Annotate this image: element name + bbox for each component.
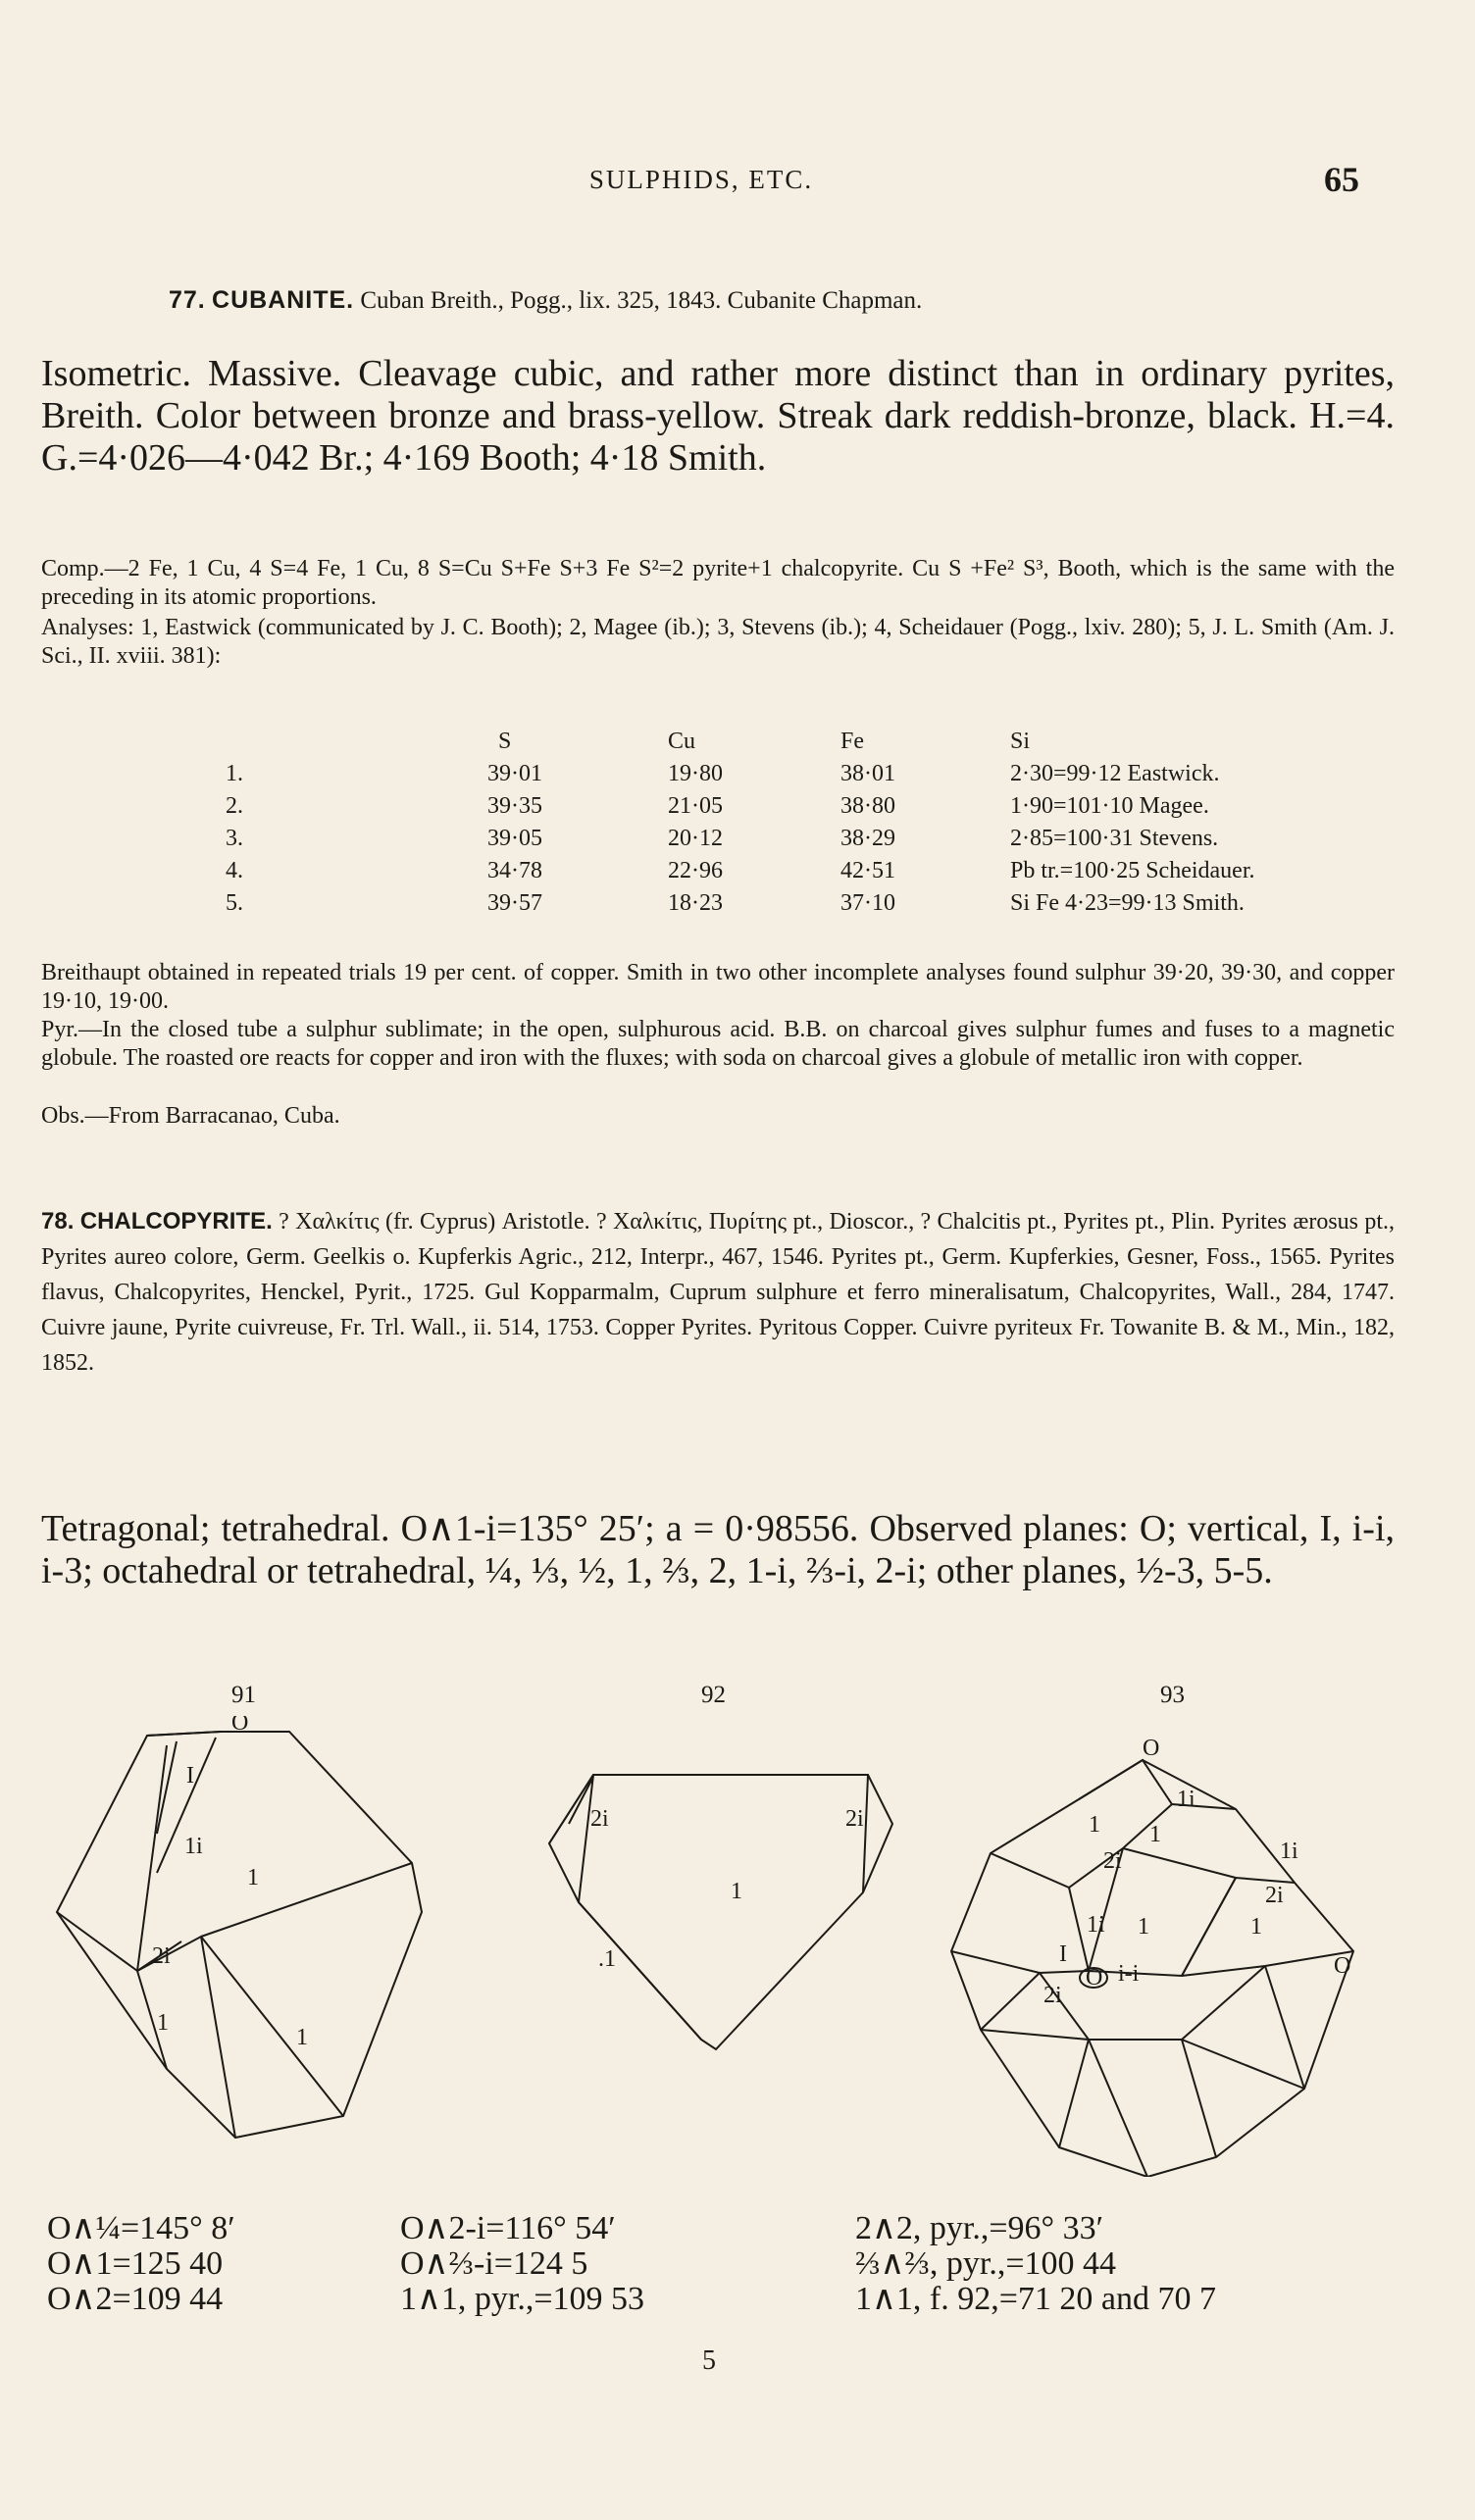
fig93-label: 1 (1250, 1914, 1262, 1940)
fig93-label: 1 (1138, 1914, 1149, 1940)
chalcopyrite-name: CHALCOPYRITE. (79, 1208, 273, 1235)
fig93-label: 2i (1103, 1848, 1122, 1874)
figure-91-crystal (39, 1716, 432, 2147)
header-cell (226, 726, 365, 758)
fig93-label: 1 (1149, 1822, 1161, 1847)
fig93-label: 1 (1089, 1812, 1100, 1838)
table-cell: 37·10 (840, 889, 895, 916)
table-cell: 34·78 (487, 857, 542, 883)
header-cell: S (498, 728, 512, 754)
figure-92-number: 92 (701, 1682, 726, 1708)
fig93-label: O (1334, 1953, 1351, 1979)
chalcopyrite-synonymy: ? Χαλκίτις (fr. Cyprus) Aristotle. ? Χαλκίτις, Πυρίτης pt., Dioscor., ? Chalcitis pt., Pyrites pt., Plin. Pyrites ærosus pt., Pyrites aureo colore, Germ. Geelkis o. Kupferkis Agric., 212, Interpr., 467, 1546. Pyrites pt., Germ. Kupferkies, Gesner, Foss., 1565. Pyrites flavus, Chalcopyrites, Henckel, Pyrit., 1725. Gul Kopparmalm, Cuprum sulphure et ferro mineralisatum, Chalcopyrites, Wall., 284, 1747. Cuivre jaune, Pyrite cuivreuse, Fr. Trl. Wall., ii. 514, 1753. Copper Pyrites. Pyritous Copper. Cuivre pyriteux Fr. Towanite B. & M., Min., 182, 1852. (41, 1209, 1396, 1376)
angle-value: O∧1=125 40 (47, 2245, 224, 2282)
fig91-label: O (231, 1716, 249, 1736)
fig93-label: i-i (1118, 1961, 1140, 1987)
table-cell: 2·30=99·12 Eastwick. (1010, 760, 1220, 786)
cubanite-name: CUBANITE. (212, 286, 355, 314)
analyses-header-row (226, 726, 1255, 758)
table-cell: 38·01 (840, 760, 895, 786)
table-cell: 38·80 (840, 792, 895, 819)
table-cell: 39·01 (487, 760, 542, 786)
angle-value: ⅔∧⅔, pyr.,=100 44 (855, 2245, 1117, 2282)
header-cell: Cu (668, 728, 696, 754)
fig92-label: 2i (590, 1806, 609, 1832)
page-number: 65 (1324, 160, 1359, 199)
header-cell: Si (1010, 728, 1031, 754)
angle-value: O∧2-i=116° 54′ (400, 2210, 616, 2246)
fig91-label: 1 (296, 2025, 308, 2050)
table-cell: 2·85=100·31 Stevens. (1010, 825, 1219, 851)
table-cell: 1. (226, 760, 243, 786)
figure-93-crystal (941, 1716, 1373, 2177)
fig91-label: 1i (184, 1834, 203, 1859)
figure-92-crystal (539, 1716, 912, 2147)
table-cell: 4. (226, 857, 243, 883)
fig91-label: 1 (247, 1865, 259, 1890)
table-cell: Si Fe 4·23=99·13 Smith. (1010, 889, 1245, 916)
cubanite-composition: Comp.—2 Fe, 1 Cu, 4 S=4 Fe, 1 Cu, 8 S=Cu S+Fe S+3 Fe S²=2 pyrite+1 chalcopyrite. Cu S +Fe² S³, Booth, which is the same with the preceding in its atomic proportions. (41, 556, 1395, 610)
table-row (226, 855, 1255, 887)
fig92-label: .1 (598, 1946, 616, 1972)
table-cell: 5. (226, 889, 243, 916)
angle-value: 2∧2, pyr.,=96° 33′ (855, 2210, 1104, 2246)
signature-mark: 5 (702, 2345, 716, 2376)
breithaupt-note: Breithaupt obtained in repeated trials 19 per cent. of copper. Smith in two other incomplete analyses found sulphur 39·20, 39·30, and copper 19·10, 19·00. (41, 960, 1395, 1014)
fig93-label: 1i (1087, 1912, 1105, 1938)
header-cell: Fe (840, 728, 864, 754)
table-row (226, 823, 1255, 855)
fig93-label: 2i (1265, 1883, 1284, 1908)
observations: Obs.—From Barracanao, Cuba. (41, 1103, 340, 1129)
table-cell: 3. (226, 825, 243, 851)
analyses-table (226, 726, 1255, 920)
table-cell: 38·29 (840, 825, 895, 851)
cubanite-analyses-intro: Analyses: 1, Eastwick (communicated by J. C. Booth); 2, Magee (ib.); 3, Stevens (ib.); 4, Scheidauer (Pogg., lxiv. 280); 5, J. L. Smith (Am. J. Sci., II. xviii. 381): (41, 615, 1395, 669)
pyrognostics: Pyr.—In the closed tube a sulphur sublimate; in the open, sulphurous acid. B.B. on charcoal gives sulphur fumes and fuses to a magnetic globule. The roasted ore reacts for copper and iron with the fluxes; with soda on charcoal gives a globule of metallic iron with copper. (41, 1017, 1395, 1071)
table-cell: 2. (226, 792, 243, 819)
fig91-label: 2i (152, 1943, 171, 1969)
table-cell: 20·12 (668, 825, 723, 851)
chalcopyrite-description: Tetragonal; tetrahedral. O∧1-i=135° 25′; a = 0·98556. Observed planes: O; vertical, I, i-i, i-3; octahedral or tetrahedral, ¼, ⅓, ½, 1, ⅔, 2, 1-i, ⅔-i, 2-i; other planes, ½-3, 5-5. (41, 1508, 1395, 1591)
table-cell: 39·35 (487, 792, 542, 819)
angles-column-1 (47, 2211, 235, 2317)
fig93-label: 1i (1280, 1839, 1298, 1864)
table-row (226, 887, 1255, 920)
cubanite-synonymy: Cuban Breith., Pogg., lix. 325, 1843. Cubanite Chapman. (360, 287, 923, 314)
fig92-label: 2i (845, 1806, 864, 1832)
angle-value: O∧⅔-i=124 5 (400, 2245, 588, 2282)
fig91-label: I (186, 1763, 194, 1789)
fig93-label: 1i (1177, 1787, 1195, 1812)
table-cell: 1·90=101·10 Magee. (1010, 792, 1209, 819)
fig93-label: O (1143, 1736, 1160, 1761)
angle-value: O∧2=109 44 (47, 2281, 224, 2317)
table-cell: 42·51 (840, 857, 895, 883)
fig91-label: 1 (157, 2010, 169, 2036)
table-cell: 19·80 (668, 760, 723, 786)
table-cell: 21·05 (668, 792, 723, 819)
figure-91-number: 91 (231, 1682, 256, 1708)
figure-93-number: 93 (1160, 1682, 1185, 1708)
cubanite-heading (169, 286, 1385, 315)
table-cell: Pb tr.=100·25 Scheidauer. (1010, 857, 1255, 883)
table-row (226, 758, 1255, 790)
cubanite-description: Isometric. Massive. Cleavage cubic, and rather more distinct than in ordinary pyrites, Breith. Color between bronze and brass-yellow. Streak dark reddish-bronze, black. H.=4. G.=4·026—4·042 Br.; 4·169 Booth; 4·18 Smith. (41, 353, 1395, 479)
fig93-label: I (1059, 1941, 1067, 1967)
table-cell: 39·05 (487, 825, 542, 851)
table-cell: 39·57 (487, 889, 542, 916)
angle-value: 1∧1, f. 92,=71 20 and 70 7 (855, 2281, 1216, 2317)
running-title: SULPHIDS, ETC. (588, 165, 814, 194)
angles-column-2 (400, 2211, 644, 2317)
angle-value: 1∧1, pyr.,=109 53 (400, 2281, 645, 2317)
chalcopyrite-number: 78. (41, 1208, 75, 1235)
table-cell: 18·23 (668, 889, 723, 916)
table-cell: 22·96 (668, 857, 723, 883)
angles-column-3 (855, 2211, 1216, 2317)
fig93-label: O (1086, 1965, 1103, 1991)
fig93-label: 2i (1043, 1983, 1062, 2008)
chalcopyrite-heading (41, 1204, 1395, 1381)
table-row (226, 790, 1255, 823)
cubanite-number: 77. (169, 286, 206, 314)
fig92-label: 1 (731, 1879, 742, 1904)
angle-value: O∧¼=145° 8′ (47, 2210, 235, 2246)
